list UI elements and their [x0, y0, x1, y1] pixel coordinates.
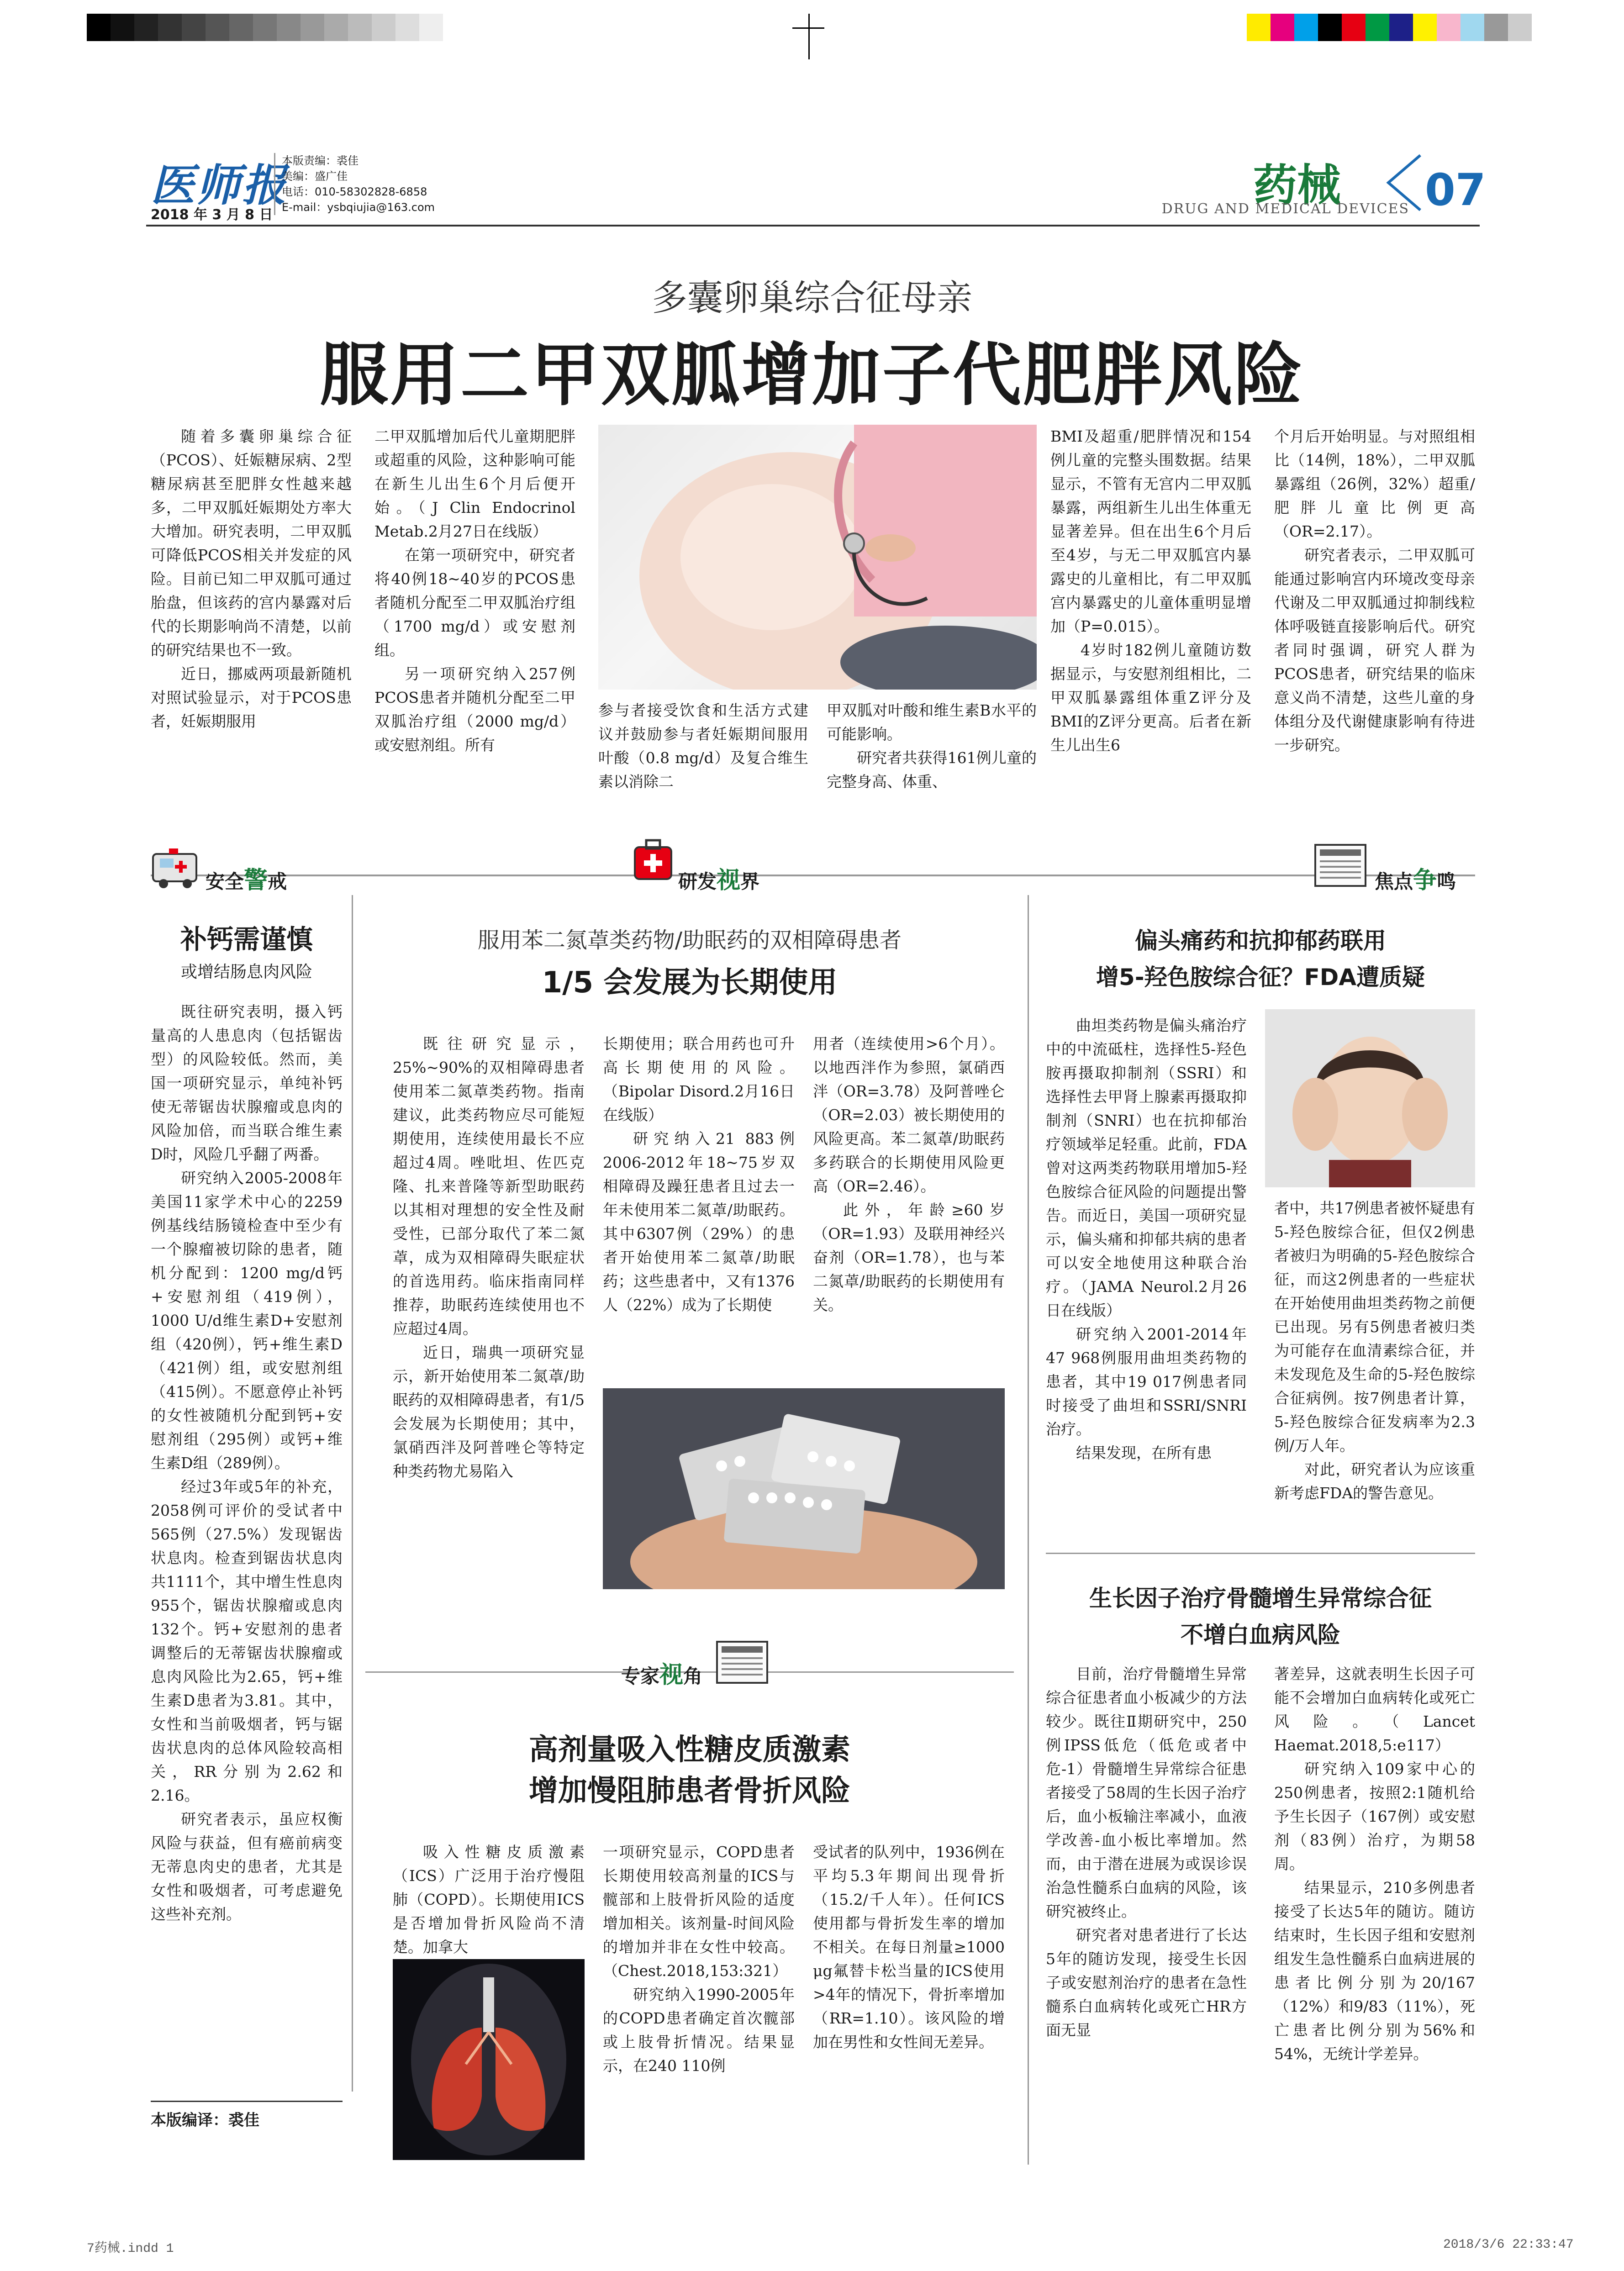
page-number: 07	[1425, 164, 1486, 216]
section-divider	[151, 875, 1475, 876]
newspaper-icon	[712, 1637, 776, 1687]
pills-photo	[603, 1388, 1005, 1589]
section-label-research	[678, 861, 759, 895]
paragraph: 参与者接受饮食和生活方式建议并鼓励参与者妊娠期间服用叶酸（0.8 mg/d）及复合维生素以消除二	[598, 701, 808, 790]
paragraph: 研究纳入2001-2014年47 968例服用曲坦类药物的患者，其中19 017例患者同时接受了曲坦和SSRI/SNRI治疗。	[1046, 1325, 1247, 1438]
paragraph: 用者（连续使用>6个月）。以地西泮作为参照，氯硝西泮（OR=3.78）及阿普唑仑（OR=2.03）被长期使用的风险更高。苯二氮䓬/助眠药多药联合的长期使用风险更高（OR=2.46）。	[813, 1035, 1005, 1195]
crop-mark	[792, 27, 824, 29]
paragraph: 近日，瑞典一项研究显示，新开始使用苯二氮䓬/助眠药的双相障碍患者，有1/5会发展为长期使用；其中，氯硝西泮及阿普唑仑等特定种类药物尤易陷入	[393, 1344, 585, 1480]
section-subtitle: DRUG AND MEDICAL DEVICES	[1161, 201, 1409, 217]
paragraph: 研究纳入1990-2005年的COPD患者确定首次髋部或上肢骨折情况。结果显示，在240 110例	[603, 1986, 795, 2075]
gf-title-2: 不增白血病风险	[1181, 1622, 1340, 1648]
ics-col-3	[813, 1840, 1005, 2054]
issue-date: 2018 年 3 月 8 日	[151, 207, 273, 223]
migraine-title-2: 增5-羟色胺综合征？FDA遭质疑	[1096, 964, 1425, 991]
paragraph: 既往研究显示，25%~90%的双相障碍患者使用苯二氮䓬类药物。指南建议，此类药物应尽可能短期使用，连续使用最长不应超过4周。唑吡坦、佐匹克隆、扎来普隆等新型助眠药以其相对理想的安全性及耐受性，已部分取代了苯二氮䓬，成为双相障碍失眠症状的首选用药。临床指南同样推荐，助眠药连续使用也不应超过4周。	[393, 1035, 585, 1338]
calcium-title: 补钙需谨慎	[180, 924, 313, 955]
main-headline: 服用二甲双胍增加子代肥胖风险	[319, 336, 1304, 415]
main-col-4	[827, 699, 1037, 794]
column-divider	[352, 895, 353, 2092]
paragraph: 研究者共获得161例儿童的完整身高、体重、	[827, 749, 1037, 790]
migraine-title-1: 偏头痛药和抗抑郁药联用	[1135, 927, 1386, 954]
ics-col-2	[603, 1840, 795, 2078]
paragraph: 结果显示，210多例患者接受了长达5年的随访。随访结束时，生长因子组和安慰剂组发生急性髓系白血病进展的患者比例分别为20/167（12%）和9/83（11%），死亡患者比例分别为56%和54%，无统计学差异。	[1274, 1879, 1475, 2063]
label-text: 鸣	[1437, 870, 1456, 893]
editor-info	[274, 153, 446, 215]
gf-col-2	[1274, 1662, 1475, 2066]
pregnancy-illustration	[598, 425, 1037, 690]
paragraph: 个月后开始明显。与对照组相比（14例，18%），二甲双胍暴露组（26例，32%）超重/肥胖儿童比例更高（OR=2.17）。	[1274, 427, 1475, 540]
lungs-photo	[393, 1959, 585, 2160]
label-text: 安全	[206, 870, 244, 893]
paragraph: 另一项研究纳入257例PCOS患者并随机分配至二甲双胍治疗组（2000 mg/d）或安慰剂组。所有	[374, 665, 575, 754]
paragraph: 4岁时182例儿童随访数据显示，与安慰剂组相比，二甲双胍暴露组体重Z评分及BMI的Z评分更高。后者在新生儿出生6	[1050, 641, 1251, 754]
file-slug: 7药械.indd 1	[87, 2242, 174, 2256]
ics-col-1	[393, 1840, 585, 1959]
benzo-title: 1/5 会发展为长期使用	[542, 966, 838, 1000]
newspaper-logo: 医师报	[151, 159, 288, 211]
editor-line: 美编：盛广佳	[282, 170, 348, 183]
chevron-left-icon	[1375, 151, 1429, 215]
section-divider	[1046, 1553, 1475, 1554]
paragraph: 研究纳入109家中心的250例患者，按照2:1随机给予生长因子（167例）或安慰剂（83例）治疗，为期58周。	[1274, 1760, 1475, 1873]
crop-mark	[808, 14, 810, 59]
paragraph: 著差异，这就表明生长因子可能不会增加白血病转化或死亡风险。（Lancet Haemat.2018,5:e117）	[1274, 1665, 1475, 1754]
paragraph: 长期使用；联合用药也可升高长期使用的风险。（Bipolar Disord.2月16日在线版）	[603, 1035, 795, 1124]
print-timestamp: 2018/3/6 22:33:47	[1443, 2238, 1574, 2252]
gf-col-1	[1046, 1662, 1247, 2042]
calcium-subtitle: 或增结肠息肉风险	[180, 963, 312, 981]
migraine-col-2	[1274, 1196, 1475, 1505]
section-label-safety	[206, 861, 287, 895]
editor-line: 本版责编：裘佳	[282, 154, 359, 167]
main-col-3	[598, 699, 808, 794]
headache-photo	[1265, 1009, 1475, 1187]
paragraph: BMI及超重/肥胖情况和154例儿童的完整头围数据。结果显示，不管有无宫内二甲双胍暴露，两组新生儿出生体重无显著差异。但在出生6个月后至4岁，与无二甲双胍宫内暴露史的儿童相比，有二甲双胍宫内暴露史的儿童体重明显增加（P=0.015）。	[1050, 427, 1251, 635]
color-bar	[1247, 14, 1532, 41]
paragraph: 在第一项研究中，研究者将40例18~40岁的PCOS患者随机分配至二甲双胍治疗组（1700 mg/d）或安慰剂组。	[374, 546, 575, 659]
label-text: 专家	[621, 1665, 660, 1687]
label-text: 界	[740, 870, 760, 893]
pills-illustration	[603, 1388, 1005, 1589]
editor-line: E-mail：ysbqiujia@163.com	[282, 201, 435, 214]
label-highlight: 视	[717, 867, 741, 894]
paragraph: 研究者对患者进行了长达5年的随访发现，接受生长因子或安慰剂治疗的患者在急性髓系白血病转化或死亡HR方面无显	[1046, 1926, 1247, 2039]
paragraph: 研究者表示，二甲双胍可能通过影响宫内环境改变母亲代谢及二甲双胍通过抑制线粒体呼吸链直接影响后代。研究者同时强调，研究人群为PCOS患者，研究结果的临床意义尚不清楚，这些儿童的身体组分及代谢健康影响有待进一步研究。	[1274, 546, 1475, 754]
label-text: 角	[683, 1665, 703, 1687]
editor-line: 电话：010-58302828-6858	[282, 185, 427, 198]
paragraph: 二甲双胍增加后代儿童期肥胖或超重的风险，这种影响可能在新生儿出生6个月后便开始。（J Clin Endocrinol Metab.2月27日在线版）	[374, 427, 575, 540]
paragraph: 结果发现，在所有患	[1076, 1444, 1212, 1462]
editor-divider	[151, 2101, 343, 2102]
paragraph: 曲坦类药物是偏头痛治疗中的中流砥柱，选择性5-羟色胺再摄取抑制剂（SSRI）和选择性去甲肾上腺素再摄取抑制剂（SNRI）也在抗抑郁治疗领域举足轻重。此前，FDA曾对这两类药物联用增加5-羟色胺综合征风险的问题提出警告。而近日，美国一项研究显示，偏头痛和抑郁共病的患者可以安全地使用这种联合治疗。（JAMA Neurol.2月26日在线版）	[1046, 1017, 1247, 1319]
ambulance-icon	[151, 845, 201, 890]
migraine-col-1	[1046, 1014, 1247, 1465]
section-label-focus	[1375, 861, 1456, 895]
paragraph: 甲双胍对叶酸和维生素B水平的可能影响。	[827, 701, 1037, 743]
main-col-1	[151, 425, 352, 733]
medical-kit-icon	[633, 836, 674, 886]
paragraph: 目前，治疗骨髓增生异常综合征患者血小板减少的方法较少。既往Ⅱ期研究中，250例IPSS低危（低危或者中危-1）骨髓增生异常综合征患者接受了58周的生长因子治疗后，血小板输注率减小，血液学改善-血小板比率增加。然而，由于潜在进展为或误诊误治急性髓系白血病的风险，该研究被终止。	[1046, 1665, 1247, 1920]
label-highlight: 视	[659, 1661, 684, 1689]
pregnancy-photo	[598, 425, 1037, 690]
compiler-credit: 本版编译：裘佳	[151, 2111, 259, 2129]
header-divider	[146, 225, 1480, 227]
section-label-expert	[621, 1655, 702, 1690]
paragraph: 吸入性糖皮质激素（ICS）广泛用于治疗慢阻肺（COPD）。长期使用ICS是否增加骨折风险尚不清楚。加拿大	[393, 1843, 585, 1956]
paragraph: 研究纳入2005-2008年美国11家学术中心的2259例基线结肠镜检查中至少有一个腺瘤被切除的患者，随机分配到：1200 mg/d钙+安慰剂组（419例），1000 U/d维生素D+安慰剂组（420例），钙+维生素D（421例）组，或安慰剂组（415例）。不愿意停止补钙的女性被随机分配到钙+安慰剂组（295例）或钙+维生素D组（289例）。	[151, 1169, 343, 1472]
paragraph: 研究者表示，虽应权衡风险与获益，但有癌前病变无蒂息肉史的患者，尤其是女性和吸烟者，可考虑避免这些补充剂。	[151, 1810, 343, 1923]
benzo-col-3	[813, 1032, 1005, 1317]
label-text: 焦点	[1375, 870, 1413, 893]
label-text: 研发	[678, 870, 717, 893]
paragraph: 既往研究表明，摄入钙量高的人患息肉（包括锯齿型）的风险较低。然而，美国一项研究显示，单纯补钙使无蒂锯齿状腺瘤或息肉的风险加倍，而当联合维生素D时，风险几乎翻了两番。	[151, 1003, 343, 1163]
paragraph: 对此，研究者认为应该重新考虑FDA的警告意见。	[1274, 1460, 1475, 1502]
calcium-body	[151, 1000, 343, 1926]
paragraph: 研究纳入21 883例2006-2012年18~75岁双相障碍及躁狂患者且过去一年未使用苯二氮䓬/助眠药。其中6307例（29%）的患者开始使用苯二氮䓬/助眠药；这些患者中，又有1376人（22%）成为了长期使	[603, 1130, 795, 1314]
label-highlight: 警	[244, 867, 268, 894]
main-col-2	[374, 425, 575, 757]
gf-title-1: 生长因子治疗骨髓增生异常综合征	[1089, 1585, 1432, 1612]
main-col-5	[1050, 425, 1251, 757]
main-col-6	[1274, 425, 1475, 757]
newspaper-icon	[1311, 840, 1375, 890]
paragraph: 经过3年或5年的补充，2058例可评价的受试者中565例（27.5%）发现锯齿状息肉。检查到锯齿状息肉共1111个，其中增生性息肉955个，锯齿状腺瘤或息肉132个。钙+安慰剂的患者调整后的无蒂锯齿状腺瘤或息肉风险比为2.65，钙+维生素D患者为3.81。其中，女性和当前吸烟者，钙与锯齿状息肉的总体风险较高相关，RR分别为2.62和2.16。	[151, 1478, 343, 1804]
grayscale-bar	[87, 14, 443, 41]
label-text: 戒	[268, 870, 287, 893]
paragraph: 受试者的队列中，1936例在平均5.3年期间出现骨折（15.2/千人年）。任何ICS使用都与骨折发生率的增加不相关。在每日剂量≥1000 μg氟替卡松当量的ICS使用>4年的情况下，骨折率增加（RR=1.10）。该风险的增加在男性和女性间无差异。	[813, 1843, 1005, 2051]
paragraph: 随着多囊卵巢综合征（PCOS）、妊娠糖尿病、2型糖尿病甚至肥胖女性越来越多，二甲双胍妊娠期处方率大大增加。研究表明，二甲双胍可降低PCOS相关并发症的风险。目前已知二甲双胍可通过胎盘，但该药的宫内暴露对后代的长期影响尚不清楚，以前的研究结果也不一致。	[151, 427, 352, 659]
paragraph: 此外，年龄≥60岁（OR=1.93）及联用神经兴奋剂（OR=1.78），也与苯二氮䓬/助眠药的长期使用有关。	[813, 1201, 1005, 1314]
headache-illustration	[1265, 1009, 1475, 1187]
lungs-illustration	[393, 1959, 585, 2160]
benzo-kicker: 服用苯二氮䓬类药物/助眠药的双相障碍患者	[477, 927, 902, 953]
paragraph: 者中，共17例患者被怀疑患有5-羟色胺综合征，但仅2例患者被归为明确的5-羟色胺综合征，而这2例患者的一些症状在开始使用曲坦类药物之前便已出现。另有5例患者被归类为可能存在血清素综合征，并未发现危及生命的5-羟色胺综合征病例。按7例患者计算，5-羟色胺综合征发病率为2.3例/万人年。	[1274, 1199, 1475, 1454]
benzo-col-1	[393, 1032, 585, 1483]
paragraph: 一项研究显示，COPD患者长期使用较高剂量的ICS与髋部和上肢骨折风险的适度增加相关。该剂量-时间风险的增加并非在女性中较高。（Chest.2018,153:321）	[603, 1843, 795, 1980]
ics-title-1: 高剂量吸入性糖皮质激素	[529, 1733, 850, 1767]
ics-title-2: 增加慢阻肺患者骨折风险	[529, 1774, 850, 1808]
paragraph: 近日，挪威两项最新随机对照试验显示，对于PCOS患者，妊娠期服用	[151, 665, 352, 730]
main-kicker: 多囊卵巢综合征母亲	[651, 278, 972, 319]
section-title: 药械	[1253, 160, 1341, 211]
label-highlight: 争	[1413, 867, 1437, 894]
benzo-col-2	[603, 1032, 795, 1317]
column-divider	[1028, 895, 1029, 2165]
